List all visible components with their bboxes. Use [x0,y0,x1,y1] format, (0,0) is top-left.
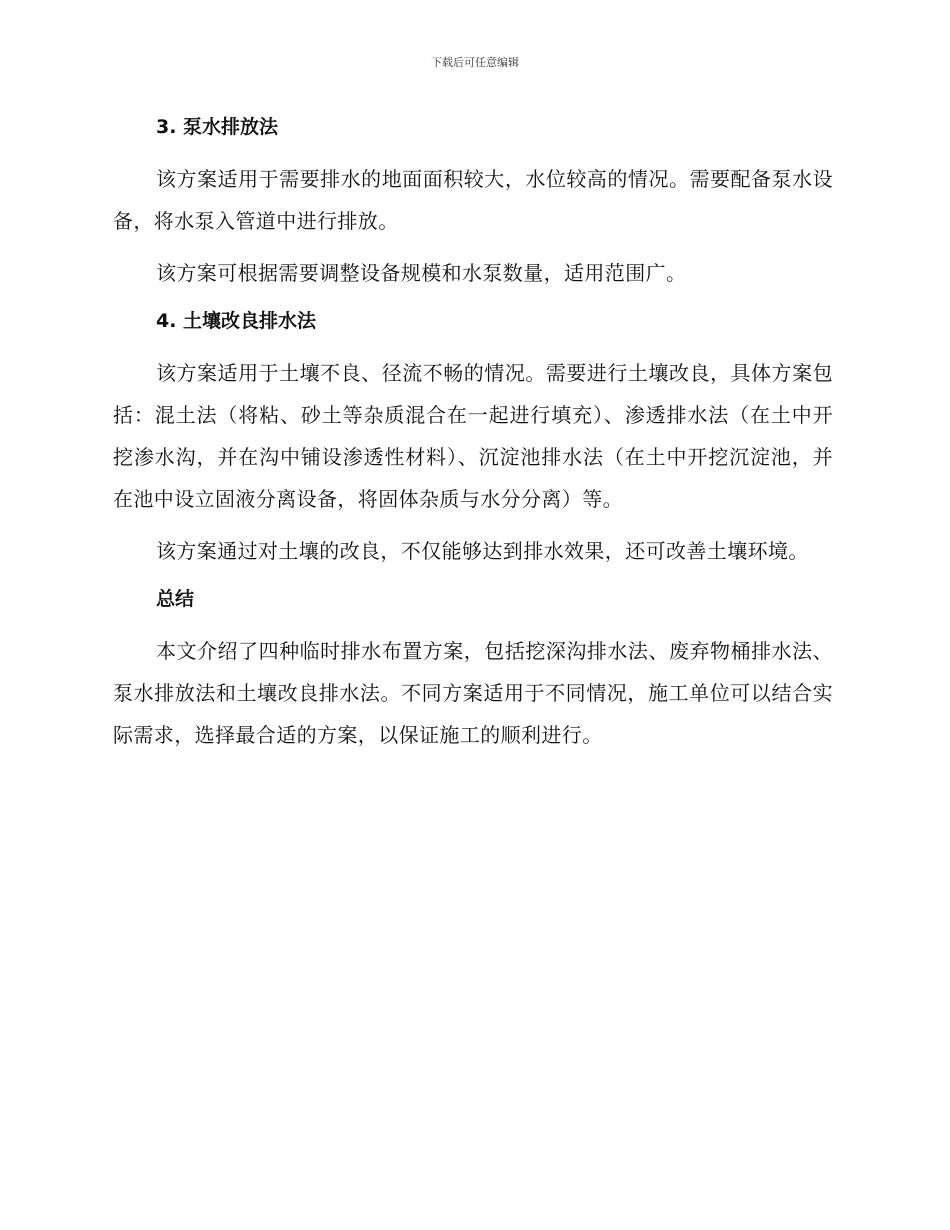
page-header: 下载后可任意编辑 [431,56,519,69]
paragraph: 该方案可根据需要调整设备规模和水泵数量，适用范围广。 [156,261,687,285]
document-body [113,110,833,756]
paragraph: 本文介绍了四种临时排水布置方案，包括挖深沟排水法、废弃物桶排水法、泵水排放法和土壤改良排水法。不同方案适用于不同情况，施工单位可以结合实际需求，选择最合适的方案，以保证施工的顺利进行。 [113,639,833,747]
section-heading-soil-improvement: 4. 土壤改良排水法 [156,310,317,332]
section-heading-pump-drainage: 3. 泵水排放法 [156,116,279,138]
paragraph: 该方案适用于需要排水的地面面积较大，水位较高的情况。需要配备泵水设备，将水泵入管道中进行排放。 [113,167,833,233]
paragraph: 该方案适用于土壤不良、径流不畅的情况。需要进行土壤改良，具体方案包括：混土法（将粘、砂土等杂质混合在一起进行填充）、渗透排水法（在土中开挖渗水沟，并在沟中铺设渗透性材料）、沉淀池排水法（在土中开挖沉淀池，并在池中设立固液分离设备，将固体杂质与水分分离）等。 [113,361,833,511]
section-heading-summary: 总结 [156,588,195,610]
paragraph: 该方案通过对土壤的改良，不仅能够达到排水效果，还可改善土壤环境。 [156,539,809,563]
